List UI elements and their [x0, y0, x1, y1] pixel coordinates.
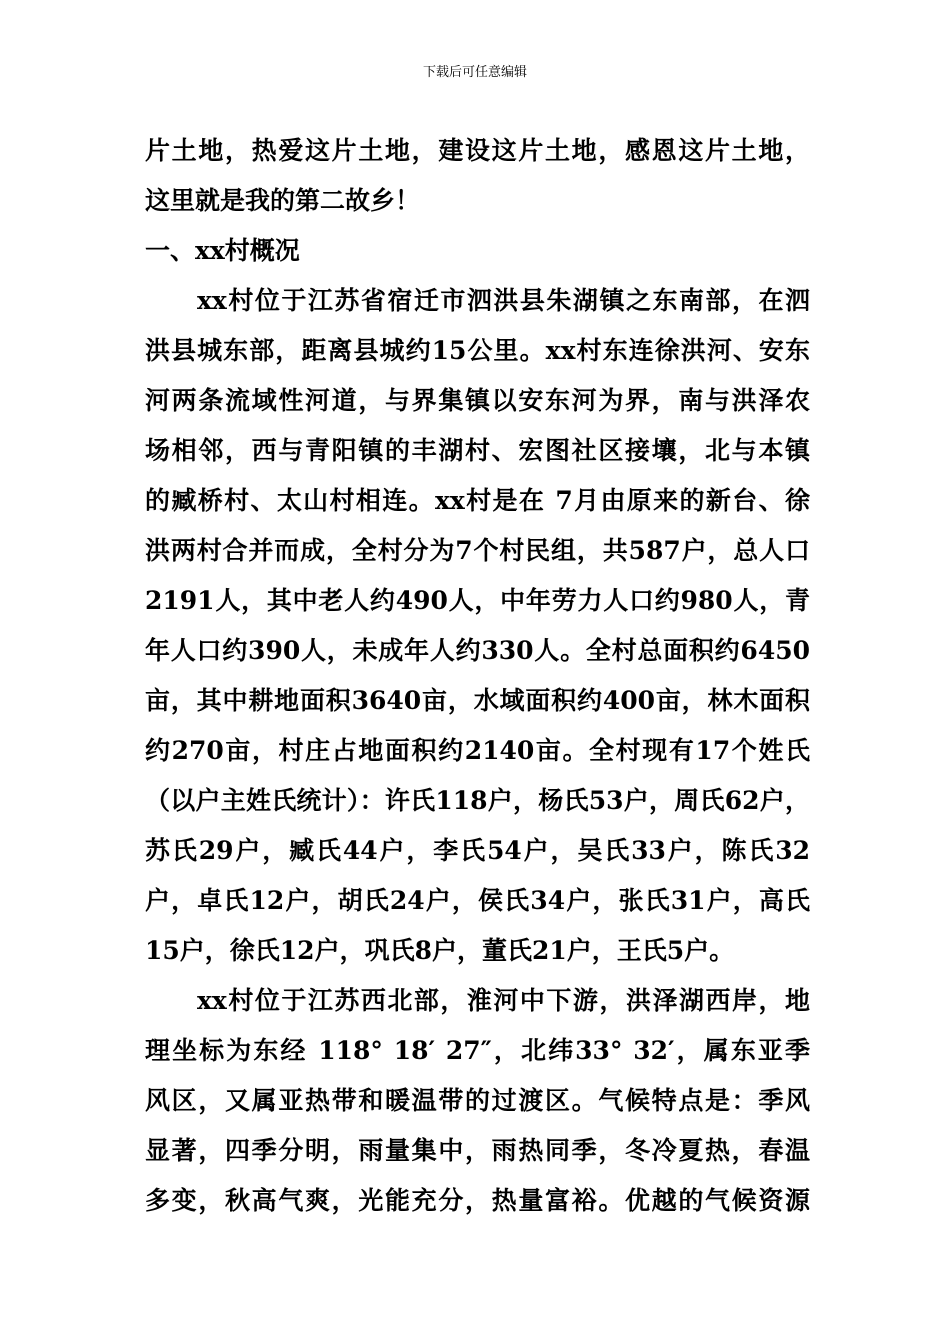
- text-line: 这里就是我的第二故乡！: [145, 186, 421, 215]
- text-line: xx村位于江苏西北部，淮河中下游，洪泽湖西岸，地: [197, 986, 810, 1015]
- text-line: 年人口约390人，未成年人约330人。全村总面积约6450: [145, 636, 810, 665]
- text-line: 多变，秋高气爽，光能充分，热量富裕。优越的气候资源: [145, 1186, 810, 1215]
- text-line: 约270亩，村庄占地面积约2140亩。全村现有17个姓氏: [145, 736, 810, 765]
- document-body: [145, 126, 810, 1226]
- text-line: 河两条流域性河道，与界集镇以安东河为界，南与洪泽农: [145, 386, 810, 415]
- text-line: 显著，四季分明，雨量集中，雨热同季，冬冷夏热，春温: [145, 1136, 810, 1165]
- text-line: 洪两村合并而成，全村分为7个村民组，共587户，总人口: [145, 536, 810, 565]
- section-heading: 一、xx村概况: [145, 236, 300, 265]
- text-line: 风区，又属亚热带和暖温带的过渡区。气候特点是：季风: [145, 1086, 810, 1115]
- text-line: 户，卓氏12户，胡氏24户，侯氏34户，张氏31户，高氏: [145, 886, 810, 915]
- text-line: 的臧桥村、太山村相连。xx村是在 7月由原来的新台、徐: [145, 486, 810, 515]
- text-line: 洪县城东部，距离县城约15公里。xx村东连徐洪河、安东: [145, 336, 810, 365]
- text-line: 2191人，其中老人约490人，中年劳力人口约980人，青: [145, 586, 810, 615]
- text-line: 15户，徐氏12户，巩氏8户，董氏21户，王氏5户。: [145, 936, 735, 965]
- text-line: 亩，其中耕地面积3640亩，水域面积约400亩，林木面积: [145, 686, 810, 715]
- text-line: 场相邻，西与青阳镇的丰湖村、宏图社区接壤，北与本镇: [145, 436, 810, 465]
- text-line: xx村位于江苏省宿迁市泗洪县朱湖镇之东南部，在泗: [197, 286, 810, 315]
- text-line: （以户主姓氏统计）：许氏118户，杨氏53户，周氏62户，: [145, 786, 810, 815]
- page-header: 下载后可任意编辑: [422, 65, 527, 80]
- text-line: 片土地，热爱这片土地，建设这片土地，感恩这片土地，: [145, 136, 810, 165]
- text-line: 苏氏29户，臧氏44户，李氏54户，吴氏33户，陈氏32: [145, 836, 810, 865]
- text-line: 理坐标为东经 118° 18′ 27″，北纬33° 32′，属东亚季: [145, 1036, 810, 1065]
